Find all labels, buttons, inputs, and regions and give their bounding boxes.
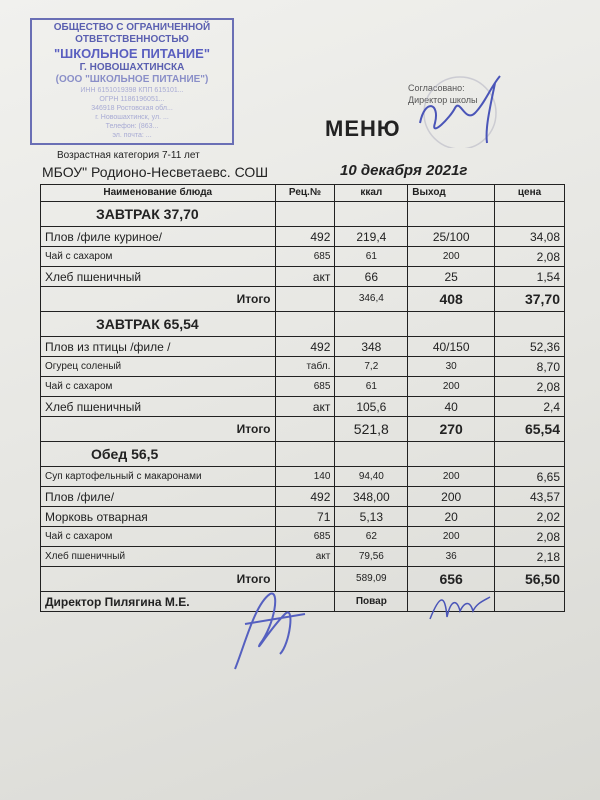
table-row (41, 547, 565, 567)
price: 52,36 (495, 337, 565, 357)
price: 2,4 (495, 397, 565, 417)
table-header (41, 185, 565, 202)
price: 2,08 (495, 527, 565, 547)
recipe-number: акт (275, 547, 335, 567)
total-price: 37,70 (495, 287, 565, 312)
total-label: Итого (41, 287, 276, 312)
dish-name: Чай с сахаром (41, 527, 276, 547)
portion: 36 (408, 547, 495, 567)
director-name: Директор Пилягина М.Е. (41, 592, 335, 612)
dish-name: Плов /филе/ (41, 487, 276, 507)
kcal: 79,56 (335, 547, 408, 567)
column-header: Рец.№ (275, 185, 335, 202)
portion: 25/100 (408, 227, 495, 247)
director-signature (225, 584, 315, 674)
kcal: 61 (335, 247, 408, 267)
section-title: Обед 56,5 (41, 442, 276, 467)
table-row (41, 487, 565, 507)
empty-cell (275, 442, 335, 467)
total-portion: 270 (408, 417, 495, 442)
stamp-line: 346918 Ростовская обл... (91, 105, 173, 112)
dish-name: Хлеб пшеничный (41, 267, 276, 287)
total-price: 56,50 (495, 567, 565, 592)
total-portion: 408 (408, 287, 495, 312)
column-header: Наименование блюда (41, 185, 276, 202)
price: 43,57 (495, 487, 565, 507)
portion: 40/150 (408, 337, 495, 357)
portion: 30 (408, 357, 495, 377)
recipe-number: 71 (275, 507, 335, 527)
portion: 200 (408, 467, 495, 487)
total-row (41, 417, 565, 442)
empty-cell (408, 202, 495, 227)
empty-cell (275, 312, 335, 337)
recipe-number: акт (275, 397, 335, 417)
table-row (41, 507, 565, 527)
empty-cell (408, 442, 495, 467)
table-row (41, 467, 565, 487)
table-row (41, 267, 565, 287)
recipe-number: 140 (275, 467, 335, 487)
kcal: 7,2 (335, 357, 408, 377)
dish-name: Морковь отварная (41, 507, 276, 527)
kcal: 61 (335, 377, 408, 397)
section-row (41, 442, 565, 467)
table-row (41, 377, 565, 397)
approval-line: Согласовано: (408, 83, 465, 93)
section-row (41, 312, 565, 337)
dish-name: Чай с сахаром (41, 247, 276, 267)
empty-cell (495, 202, 565, 227)
portion: 200 (408, 377, 495, 397)
empty-cell (495, 442, 565, 467)
column-header: Выход (408, 185, 495, 202)
portion: 25 (408, 267, 495, 287)
dish-name: Чай с сахаром (41, 377, 276, 397)
section-title: ЗАВТРАК 37,70 (41, 202, 276, 227)
recipe-number: 685 (275, 377, 335, 397)
menu-table (40, 184, 565, 612)
table-row (41, 357, 565, 377)
dish-name: Хлеб пшеничный (41, 547, 276, 567)
stamp-line: эл. почта: ... (112, 132, 152, 139)
section-row (41, 202, 565, 227)
price: 2,08 (495, 377, 565, 397)
total-label: Итого (41, 567, 276, 592)
dish-name: Огурец соленый (41, 357, 276, 377)
company-stamp (30, 18, 234, 145)
table-row (41, 527, 565, 547)
portion: 200 (408, 247, 495, 267)
dish-name: Хлеб пшеничный (41, 397, 276, 417)
dish-name: Плов /филе куриное/ (41, 227, 276, 247)
total-kcal: 521,8 (335, 417, 408, 442)
stamp-line: г. Новошахтинск, ул. ... (95, 114, 169, 121)
empty-cell (495, 592, 565, 612)
recipe-number: акт (275, 267, 335, 287)
portion: 20 (408, 507, 495, 527)
stamp-line: (ООО "ШКОЛЬНОЕ ПИТАНИЕ") (55, 74, 209, 85)
portion: 200 (408, 527, 495, 547)
stamp-line: ИНН 6151019398 КПП 615101... (80, 87, 184, 94)
empty-cell (335, 442, 408, 467)
portion: 200 (408, 487, 495, 507)
kcal: 219,4 (335, 227, 408, 247)
empty-cell (335, 202, 408, 227)
portion: 40 (408, 397, 495, 417)
page-title: МЕНЮ (325, 116, 401, 141)
empty-cell (495, 312, 565, 337)
kcal: 348 (335, 337, 408, 357)
stamp-line: Г. НОВОШАХТИНСКА (79, 62, 185, 73)
table-row (41, 227, 565, 247)
approval-line: Директор школы (408, 95, 478, 105)
empty-cell (275, 287, 335, 312)
total-price: 65,54 (495, 417, 565, 442)
stamp-line: Телефон: (863... (105, 123, 159, 130)
school-name: МБОУ" Родионо-Несветаевс. СОШ (42, 164, 269, 180)
dish-name: Плов из птицы /филе / (41, 337, 276, 357)
table-row (41, 397, 565, 417)
recipe-number: табл. (275, 357, 335, 377)
total-kcal: 589,09 (335, 567, 408, 592)
recipe-number: 492 (275, 227, 335, 247)
price: 2,08 (495, 247, 565, 267)
stamp-line: ОГРН 1186196051... (99, 96, 165, 103)
recipe-number: 492 (275, 337, 335, 357)
price: 8,70 (495, 357, 565, 377)
stamp-line: ОТВЕТСТВЕННОСТЬЮ (75, 34, 189, 45)
dish-name: Суп картофельный с макаронами (41, 467, 276, 487)
price: 34,08 (495, 227, 565, 247)
total-kcal: 346,4 (335, 287, 408, 312)
section-title: ЗАВТРАК 65,54 (41, 312, 276, 337)
director-signature (405, 68, 525, 148)
age-category: Возрастная категория 7-11 лет (57, 150, 200, 161)
price: 6,65 (495, 467, 565, 487)
empty-cell (408, 312, 495, 337)
recipe-number: 685 (275, 247, 335, 267)
table-row (41, 337, 565, 357)
kcal: 5,13 (335, 507, 408, 527)
column-header: ккал (335, 185, 408, 202)
stamp-line: ОБЩЕСТВО С ОГРАНИЧЕННОЙ (53, 22, 211, 33)
cook-signature (425, 589, 495, 629)
table-row (41, 247, 565, 267)
kcal: 348,00 (335, 487, 408, 507)
price: 2,18 (495, 547, 565, 567)
kcal: 94,40 (335, 467, 408, 487)
cook-label: Повар (335, 592, 408, 612)
recipe-number: 685 (275, 527, 335, 547)
kcal: 62 (335, 527, 408, 547)
stamp-line: "ШКОЛЬНОЕ ПИТАНИЕ" (54, 46, 210, 61)
price: 2,02 (495, 507, 565, 527)
total-portion: 656 (408, 567, 495, 592)
menu-date: 10 декабря 2021г (340, 162, 468, 179)
empty-cell (275, 202, 335, 227)
column-header: цена (495, 185, 565, 202)
total-label: Итого (41, 417, 276, 442)
recipe-number: 492 (275, 487, 335, 507)
empty-cell (275, 417, 335, 442)
kcal: 105,6 (335, 397, 408, 417)
total-row (41, 287, 565, 312)
kcal: 66 (335, 267, 408, 287)
price: 1,54 (495, 267, 565, 287)
empty-cell (335, 312, 408, 337)
